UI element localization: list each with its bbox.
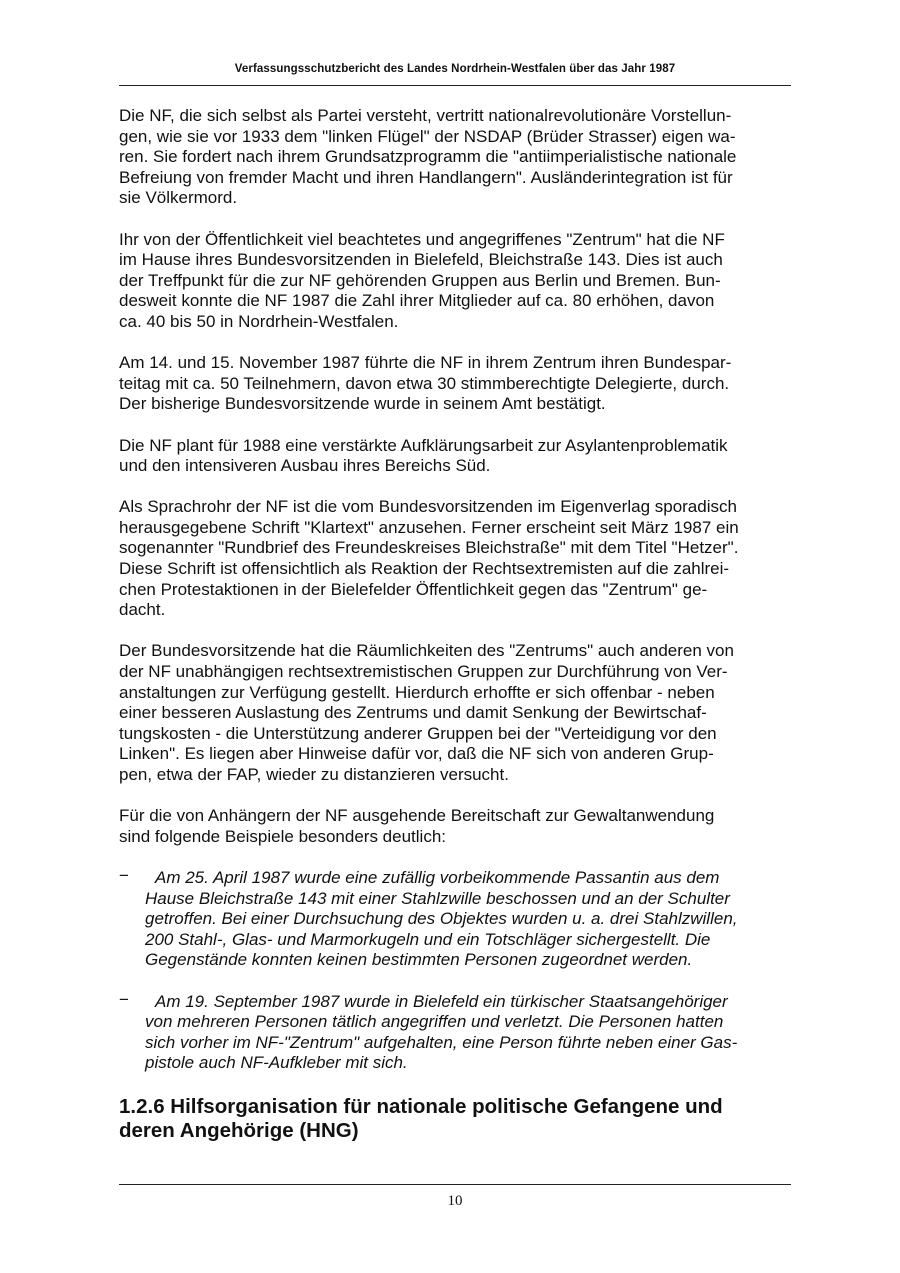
text-line: chen Protestaktionen in der Bielefelder Öffentlichkeit gegen das "Zentrum" ge- [119,579,708,599]
text-line: pistole auch NF-Aufkleber mit sich. [145,1053,408,1073]
text-line: Linken". Es liegen aber Hinweise dafür vor, daß die NF sich von anderen Grup- [119,744,714,764]
text-line: herausgegebene Schrift "Klartext" anzusehen. Ferner erscheint seit März 1987 ein [119,517,739,537]
text-line: Der Bundesvorsitzende hat die Räumlichkeiten des "Zentrums" auch anderen von [119,641,734,661]
text-line: Als Sprachrohr der NF ist die vom Bundesvorsitzenden im Eigenverlag sporadisch [119,497,737,517]
running-header: Verfassungsschutzbericht des Landes Nordrhein-Westfalen über das Jahr 1987 [234,63,676,75]
text-line: Diese Schrift ist offensichtlich als Reaktion der Rechtsextremisten auf die zahlrei- [119,559,730,579]
bullet-item [119,865,791,971]
text-line: teitag mit ca. 50 Teilnehmern, davon etwa 30 stimmberechtigte Delegierte, durch. [119,373,730,393]
text-line: einer besseren Auslastung des Zentrums und damit Senkung der Bewirtschaf- [119,703,707,723]
text-line: Am 25. April 1987 wurde eine zufällig vorbeikommende Passantin aus dem [155,867,720,887]
paragraph [119,806,791,847]
text-line: sind folgende Beispiele besonders deutlich: [119,826,447,846]
text-line: und den intensiveren Ausbau ihres Bereichs Süd. [119,456,491,476]
text-line: Am 19. September 1987 wurde in Bielefeld ein türkischer Staatsangehöriger [155,991,728,1011]
text-line: Gegenstände konnten keinen bestimmten Personen zugeordnet werden. [145,950,693,970]
paragraph [119,106,791,209]
text-line: Der bisherige Bundesvorsitzende wurde in seinem Amt bestätigt. [119,394,606,414]
bullet-item [119,989,791,1074]
text-line: ca. 40 bis 50 in Nordrhein-Westfalen. [119,311,399,331]
body-text [119,106,791,1143]
text-line: im Hause ihres Bundesvorsitzenden in Bielefeld, Bleichstraße 143. Dies ist auch [119,250,723,270]
text-line: getroffen. Bei einer Durchsuchung des Objektes wurden u. a. drei Stahlzwillen, [145,909,738,929]
text-line: sie Völkermord. [119,188,238,208]
text-line: ren. Sie fordert nach ihrem Grundsatzprogramm die "antiimperialistische nationale [119,147,737,167]
heading-line: deren Angehörige (HNG) [119,1118,359,1142]
paragraph [119,436,791,477]
text-line: von mehreren Personen tätlich angegriffen und verletzt. Die Personen hatten [145,1012,724,1032]
text-line: tungskosten - die Unterstützung anderer Gruppen bei der "Verteidigung vor den [119,723,717,743]
text-line: Hause Bleichstraße 143 mit einer Stahlzwille beschossen und an der Schulter [145,888,730,908]
text-line: sogenannter "Rundbrief des Freundeskreises Bleichstraße" mit dem Titel "Hetzer". [119,538,739,558]
text-line: Am 14. und 15. November 1987 führte die NF in ihrem Zentrum ihren Bundespar- [119,353,732,373]
paragraph [119,497,791,621]
text-line: dacht. [119,600,166,620]
text-line: sich vorher im NF-"Zentrum" aufgehalten, eine Person führte neben einer Gas- [145,1032,738,1052]
paragraph [119,353,791,415]
text-line: Für die von Anhängern der NF ausgehende Bereitschaft zur Gewaltanwendung [119,806,715,826]
text-line: Ihr von der Öffentlichkeit viel beachtetes und angegriffenes "Zentrum" hat die NF [119,229,725,249]
paragraph [119,230,791,333]
paragraph [119,641,791,785]
text-line: der Treffpunkt für die zur NF gehörenden Gruppen aus Berlin und Bremen. Bun- [119,270,721,290]
text-line: Die NF, die sich selbst als Partei versteht, vertritt nationalrevolutionäre Vorstellun- [119,106,732,125]
heading-line: 1.2.6 Hilfsorganisation für nationale politische Gefangene und [119,1094,723,1118]
dash-bullet-icon: − [119,865,129,885]
text-line: Befreiung von fremder Macht und ihren Handlangern". Ausländerintegration ist für [119,167,733,187]
header-rule [119,85,791,86]
section-heading [119,1095,791,1143]
page-number: 10 [447,1193,463,1209]
text-line: 200 Stahl-, Glas- und Marmorkugeln und ein Totschläger sichergestellt. Die [145,929,711,949]
text-line: gen, wie sie vor 1933 dem "linken Flügel" der NSDAP (Brüder Strasser) eigen wa- [119,126,736,146]
text-line: Die NF plant für 1988 eine verstärkte Aufklärungsarbeit zur Asylantenproblematik [119,435,728,455]
text-line: der NF unabhängigen rechtsextremistischen Gruppen zur Durchführung von Ver- [119,662,728,682]
dash-bullet-icon: − [119,989,129,1009]
footer-rule [119,1184,791,1185]
text-line: pen, etwa der FAP, wieder zu distanzieren versucht. [119,765,509,784]
text-line: desweit konnte die NF 1987 die Zahl ihrer Mitglieder auf ca. 80 erhöhen, davon [119,291,715,311]
text-line: anstaltungen zur Verfügung gestellt. Hierdurch erhoffte er sich offenbar - neben [119,682,715,702]
